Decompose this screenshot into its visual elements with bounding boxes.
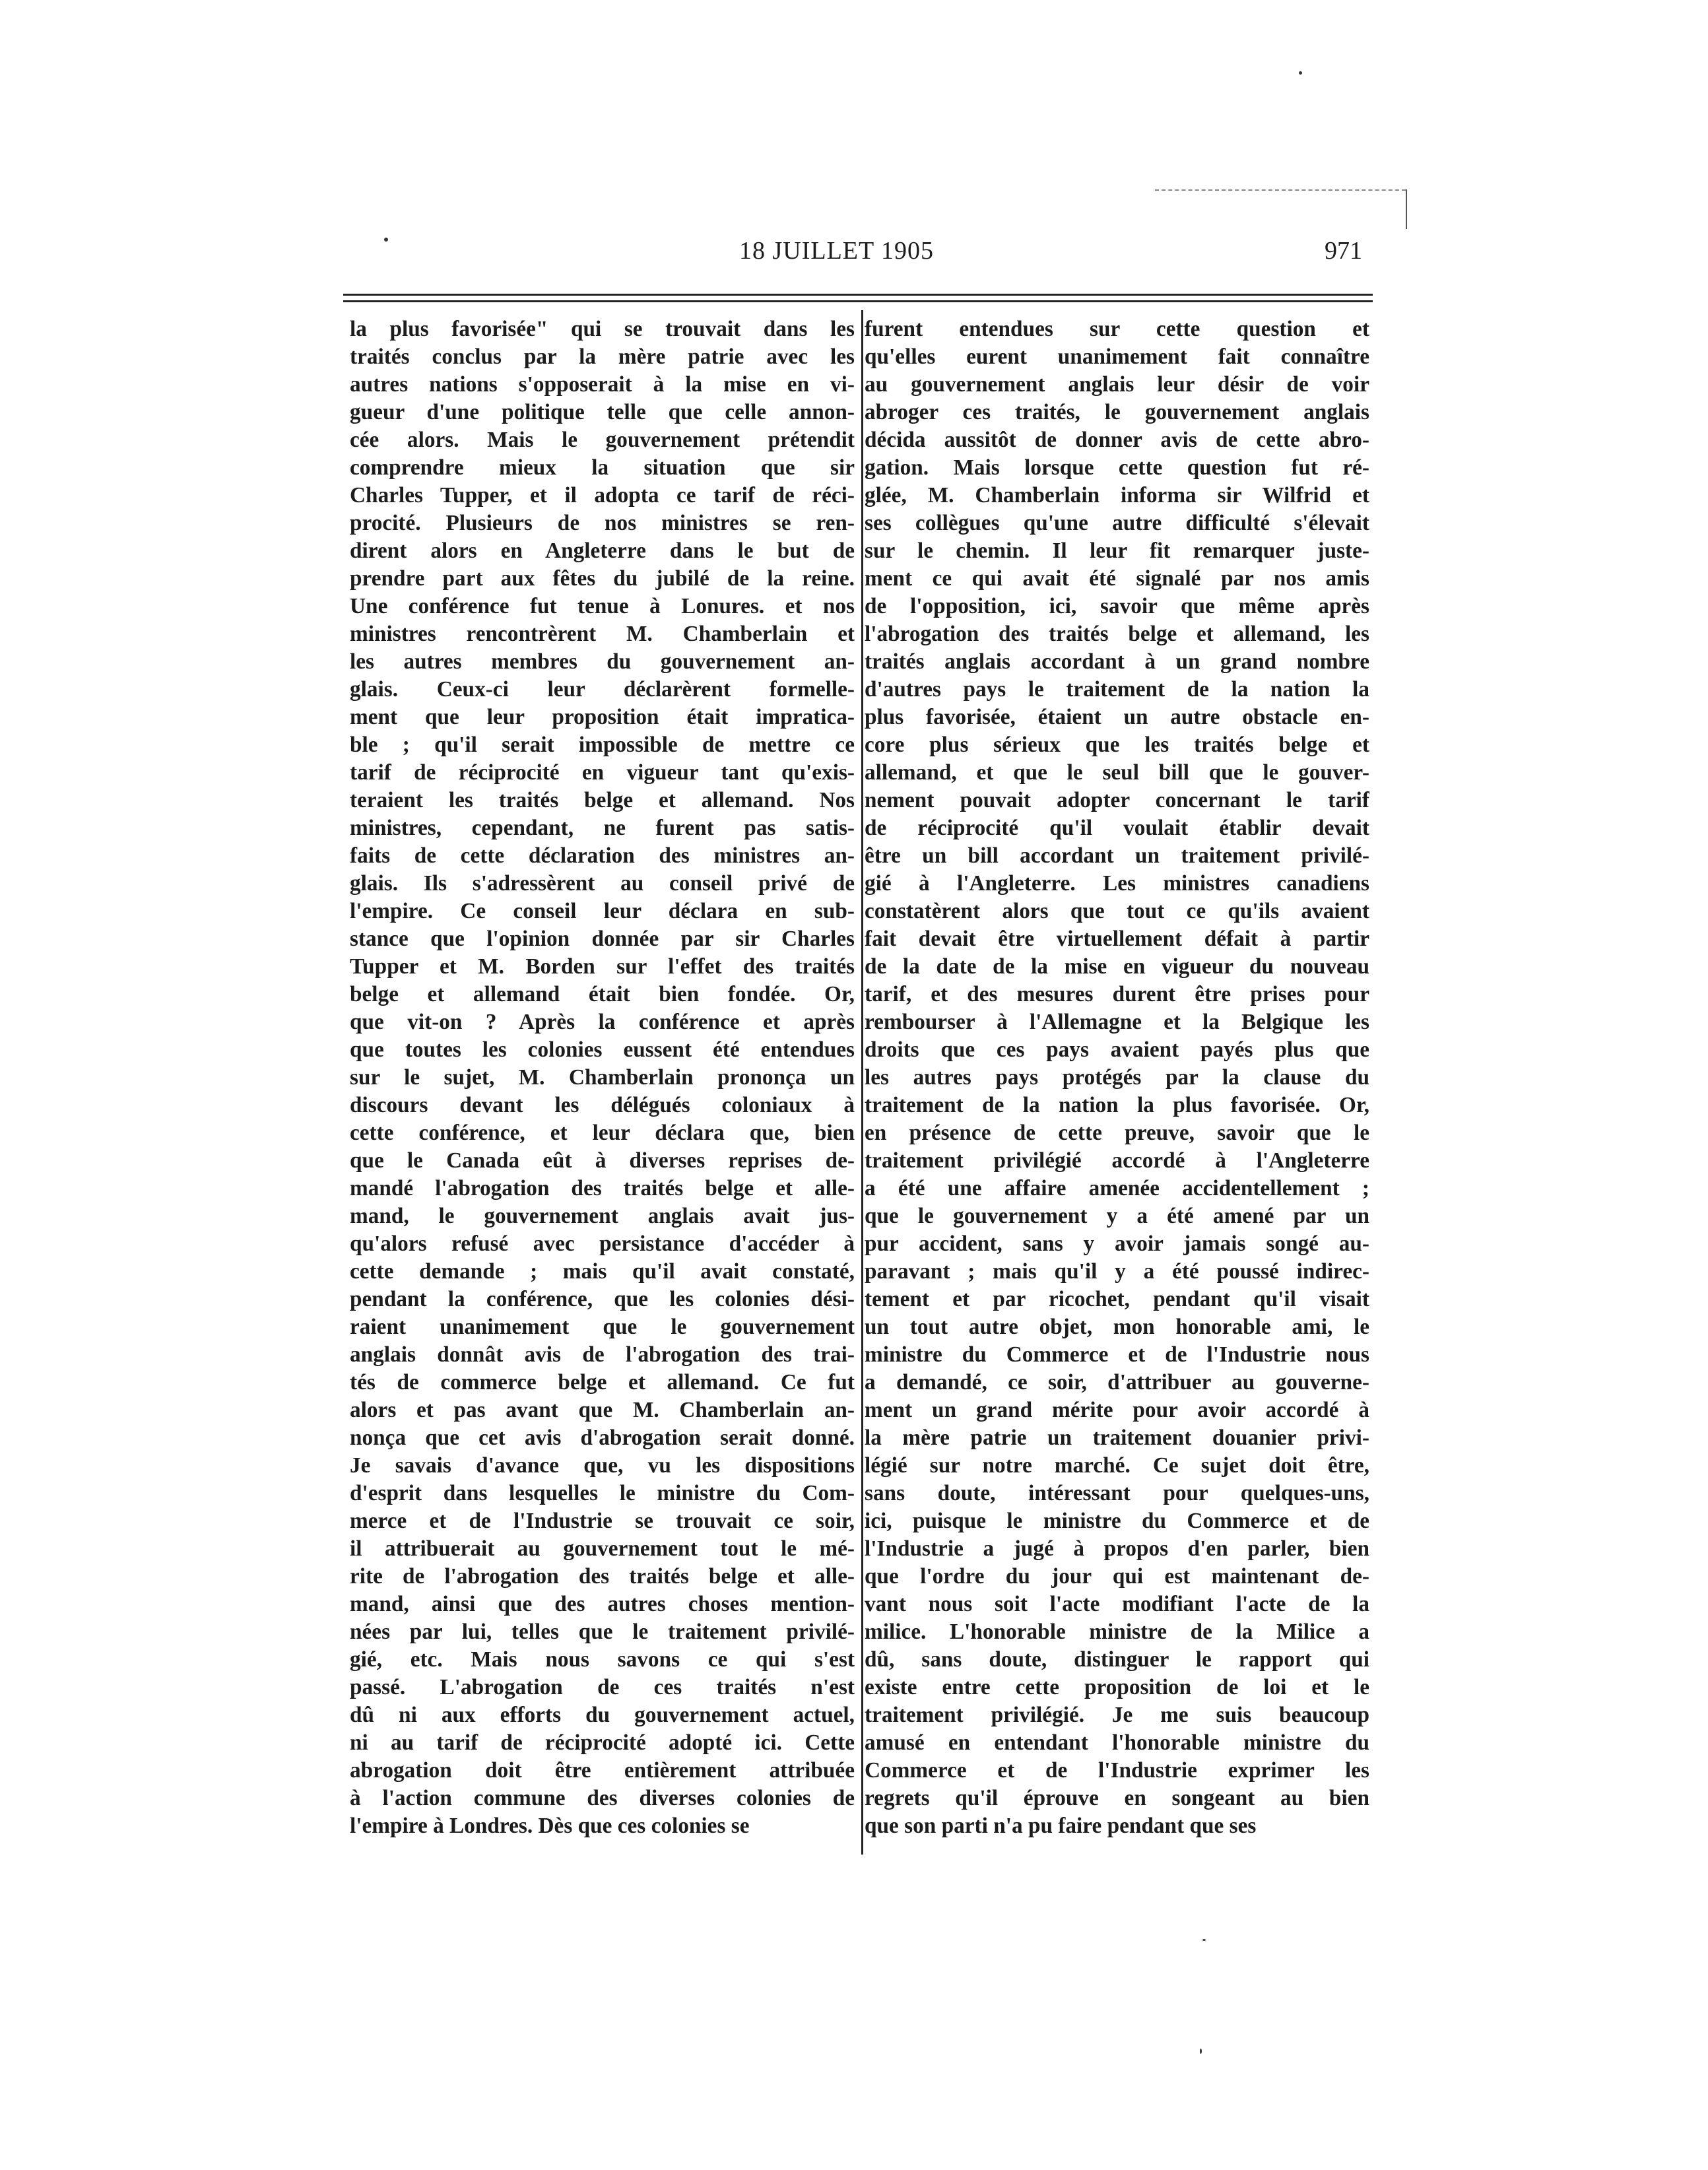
- text-line: ble ; qu'il serait impossible de mettre ce: [350, 733, 855, 757]
- text-line: discours devant les délégués coloniaux à: [350, 1093, 855, 1117]
- text-line: ministres rencontrèrent M. Chamberlain et: [350, 622, 855, 646]
- text-line: glais. Ils s'adressèrent au conseil privé de: [350, 871, 855, 896]
- text-line: milice. L'honorable ministre de la Milice a: [865, 1620, 1369, 1644]
- text-line: cette demande ; mais qu'il avait constaté,: [350, 1259, 855, 1284]
- text-line: droits que ces pays avaient payés plus que: [865, 1037, 1369, 1062]
- text-line: de réciprocité qu'il voulait établir devait: [865, 816, 1369, 840]
- text-line: légié sur notre marché. Ce sujet doit être,: [865, 1453, 1369, 1478]
- text-line: ses collègues qu'une autre difficulté s'élevait: [865, 511, 1369, 535]
- text-line: à l'action commune des diverses colonies de: [350, 1786, 855, 1810]
- column-divider: [861, 310, 863, 1855]
- text-line: stance que l'opinion donnée par sir Charles: [350, 927, 855, 951]
- text-line: que le gouvernement y a été amené par un: [865, 1204, 1369, 1228]
- text-line: teraient les traités belge et allemand. Nos: [350, 788, 855, 812]
- text-line: prendre part aux fêtes du jubilé de la reine.: [350, 566, 855, 591]
- text-line: les autres membres du gouvernement an-: [350, 649, 855, 674]
- text-line: belge et allemand était bien fondée. Or,: [350, 982, 855, 1006]
- text-line: qu'elles eurent unanimement fait connaître: [865, 345, 1369, 369]
- text-line: traités conclus par la mère patrie avec les: [350, 345, 855, 369]
- text-line: abrogation doit être entièrement attribuée: [350, 1758, 855, 1783]
- text-line: Une conférence fut tenue à Lonures. et nos: [350, 594, 855, 618]
- text-line: glais. Ceux-ci leur déclarèrent formelle-: [350, 677, 855, 702]
- text-line: ici, puisque le ministre du Commerce et de: [865, 1509, 1369, 1533]
- text-line: pur accident, sans y avoir jamais songé au-: [865, 1232, 1369, 1256]
- text-line: passé. L'abrogation de ces traités n'est: [350, 1675, 855, 1699]
- right-column: [865, 315, 1369, 1840]
- text-line: existe entre cette proposition de loi et le: [865, 1675, 1369, 1699]
- text-line: tarif, et des mesures durent être prises pour: [865, 982, 1369, 1006]
- text-line: regrets qu'il éprouve en songeant au bien: [865, 1786, 1369, 1810]
- scan-speck: [1299, 71, 1302, 75]
- scan-margin-tick: [1406, 189, 1407, 229]
- text-line: traitement de la nation la plus favorisée. Or,: [865, 1093, 1369, 1117]
- text-line: faits de cette déclaration des ministres an-: [350, 843, 855, 868]
- text-line: que vit-on ? Après la conférence et après: [350, 1010, 855, 1034]
- text-line: au gouvernement anglais leur désir de voir: [865, 372, 1369, 397]
- text-line: rite de l'abrogation des traités belge et alle-: [350, 1564, 855, 1589]
- text-line: Charles Tupper, et il adopta ce tarif de réci-: [350, 483, 855, 508]
- text-line: que l'ordre du jour qui est maintenant de-: [865, 1564, 1369, 1589]
- text-line: paravant ; mais qu'il y a été poussé indirec-: [865, 1259, 1369, 1284]
- text-line: autres nations s'opposerait à la mise en vi-: [350, 372, 855, 397]
- text-line: en présence de cette preuve, savoir que le: [865, 1121, 1369, 1145]
- text-line: Commerce et de l'Industrie exprimer les: [865, 1758, 1369, 1783]
- text-line: merce et de l'Industrie se trouvait ce soir,: [350, 1509, 855, 1533]
- text-line: nement pouvait adopter concernant le tarif: [865, 788, 1369, 812]
- text-line: allemand, et que le seul bill que le gouver-: [865, 760, 1369, 785]
- text-line: comprendre mieux la situation que sir: [350, 455, 855, 480]
- text-line: tés de commerce belge et allemand. Ce fut: [350, 1370, 855, 1395]
- text-line: nonça que cet avis d'abrogation serait donné.: [350, 1426, 855, 1450]
- text-line: rembourser à l'Allemagne et la Belgique les: [865, 1010, 1369, 1034]
- text-line: traitement privilégié accordé à l'Angleterre: [865, 1148, 1369, 1173]
- text-line: abroger ces traités, le gouvernement anglais: [865, 400, 1369, 424]
- text-line: a demandé, ce soir, d'attribuer au gouverne-: [865, 1370, 1369, 1395]
- text-line: gié à l'Angleterre. Les ministres canadiens: [865, 871, 1369, 896]
- text-line: il attribuerait au gouvernement tout le mé-: [350, 1536, 855, 1561]
- text-line: dû ni aux efforts du gouvernement actuel,: [350, 1703, 855, 1727]
- text-line: tement et par ricochet, pendant qu'il visait: [865, 1287, 1369, 1311]
- text-line: gation. Mais lorsque cette question fut ré-: [865, 455, 1369, 480]
- text-line: l'empire. Ce conseil leur déclara en sub-: [350, 899, 855, 923]
- text-line: ment ce qui avait été signalé par nos amis: [865, 566, 1369, 591]
- text-line: la plus favorisée" qui se trouvait dans les: [350, 317, 855, 341]
- text-line: core plus sérieux que les traités belge et: [865, 733, 1369, 757]
- text-line: d'autres pays le traitement de la nation la: [865, 677, 1369, 702]
- text-line: pendant la conférence, que les colonies dési-: [350, 1287, 855, 1311]
- text-line: mand, le gouvernement anglais avait jus-: [350, 1204, 855, 1228]
- text-line: décida aussitôt de donner avis de cette abro-: [865, 428, 1369, 452]
- text-line: furent entendues sur cette question et: [865, 317, 1369, 341]
- text-line: ment que leur proposition était impratica-: [350, 705, 855, 729]
- text-line: gueur d'une politique telle que celle annon-: [350, 400, 855, 424]
- text-line: mandé l'abrogation des traités belge et alle-: [350, 1176, 855, 1200]
- text-line: sans doute, intéressant pour quelques-uns,: [865, 1481, 1369, 1505]
- left-column: [350, 315, 855, 1840]
- text-line: cée alors. Mais le gouvernement prétendit: [350, 428, 855, 452]
- text-line: ministres, cependant, ne furent pas satis-: [350, 816, 855, 840]
- text-line: l'abrogation des traités belge et allemand, les: [865, 622, 1369, 646]
- scan-speck: [1200, 2049, 1202, 2054]
- text-line: constatèrent alors que tout ce qu'ils avaient: [865, 899, 1369, 923]
- text-line: plus favorisée, étaient un autre obstacle en-: [865, 705, 1369, 729]
- text-line: l'Industrie a jugé à propos d'en parler, bien: [865, 1536, 1369, 1561]
- text-line: les autres pays protégés par la clause du: [865, 1065, 1369, 1090]
- text-line: que le Canada eût à diverses reprises de-: [350, 1148, 855, 1173]
- text-line: que son parti n'a pu faire pendant que ses: [865, 1814, 1257, 1838]
- text-line: amusé en entendant l'honorable ministre du: [865, 1730, 1369, 1755]
- text-line: gié, etc. Mais nous savons ce qui s'est: [350, 1647, 855, 1672]
- text-line: vant nous soit l'acte modifiant l'acte de la: [865, 1592, 1369, 1616]
- page-number: 971: [1325, 237, 1362, 265]
- text-line: tarif de réciprocité en vigueur tant qu'exis-: [350, 760, 855, 785]
- text-line: que toutes les colonies eussent été entendues: [350, 1037, 855, 1062]
- header-rule-top: [343, 294, 1373, 296]
- text-line: l'empire à Londres. Dès que ces colonies se: [350, 1814, 750, 1838]
- text-line: dirent alors en Angleterre dans le but de: [350, 539, 855, 563]
- header-date: 18 JUILLET 1905: [739, 237, 935, 265]
- text-line: nées par lui, telles que le traitement privilé-: [350, 1620, 855, 1644]
- text-line: sur le sujet, M. Chamberlain prononça un: [350, 1065, 855, 1090]
- text-line: traités anglais accordant à un grand nombre: [865, 649, 1369, 674]
- text-line: procité. Plusieurs de nos ministres se ren-: [350, 511, 855, 535]
- text-line: ment un grand mérite pour avoir accordé à: [865, 1398, 1369, 1422]
- text-line: cette conférence, et leur déclara que, bien: [350, 1121, 855, 1145]
- scan-speck: [1202, 1939, 1206, 1941]
- text-line: fait devait être virtuellement défait à partir: [865, 927, 1369, 951]
- text-line: glée, M. Chamberlain informa sir Wilfrid et: [865, 483, 1369, 508]
- text-line: anglais donnât avis de l'abrogation des trai-: [350, 1342, 855, 1367]
- text-line: a été une affaire amenée accidentellement ;: [865, 1176, 1369, 1200]
- text-line: ministre du Commerce et de l'Industrie nous: [865, 1342, 1369, 1367]
- text-line: sur le chemin. Il leur fit remarquer juste-: [865, 539, 1369, 563]
- text-line: traitement privilégié. Je me suis beaucoup: [865, 1703, 1369, 1727]
- text-line: dû, sans doute, distinguer le rapport qui: [865, 1647, 1369, 1672]
- text-line: de l'opposition, ici, savoir que même après: [865, 594, 1369, 618]
- text-line: être un bill accordant un traitement privilé-: [865, 843, 1369, 868]
- text-line: la mère patrie un traitement douanier privi-: [865, 1426, 1369, 1450]
- page-header: [343, 236, 1373, 276]
- scan-margin-rule: [1155, 189, 1406, 191]
- scan-speck: [384, 238, 388, 242]
- text-line: ni au tarif de réciprocité adopté ici. Cette: [350, 1730, 855, 1755]
- text-line: Tupper et M. Borden sur l'effet des traités: [350, 954, 855, 979]
- text-line: d'esprit dans lesquelles le ministre du Com-: [350, 1481, 855, 1505]
- text-line: Je savais d'avance que, vu les dispositions: [350, 1453, 855, 1478]
- text-line: mand, ainsi que des autres choses mention-: [350, 1592, 855, 1616]
- text-line: raient unanimement que le gouvernement: [350, 1315, 855, 1339]
- text-line: qu'alors refusé avec persistance d'accéder à: [350, 1232, 855, 1256]
- header-rule-bottom: [343, 300, 1373, 302]
- text-line: alors et pas avant que M. Chamberlain an-: [350, 1398, 855, 1422]
- text-line: de la date de la mise en vigueur du nouveau: [865, 954, 1369, 979]
- text-line: un tout autre objet, mon honorable ami, le: [865, 1315, 1369, 1339]
